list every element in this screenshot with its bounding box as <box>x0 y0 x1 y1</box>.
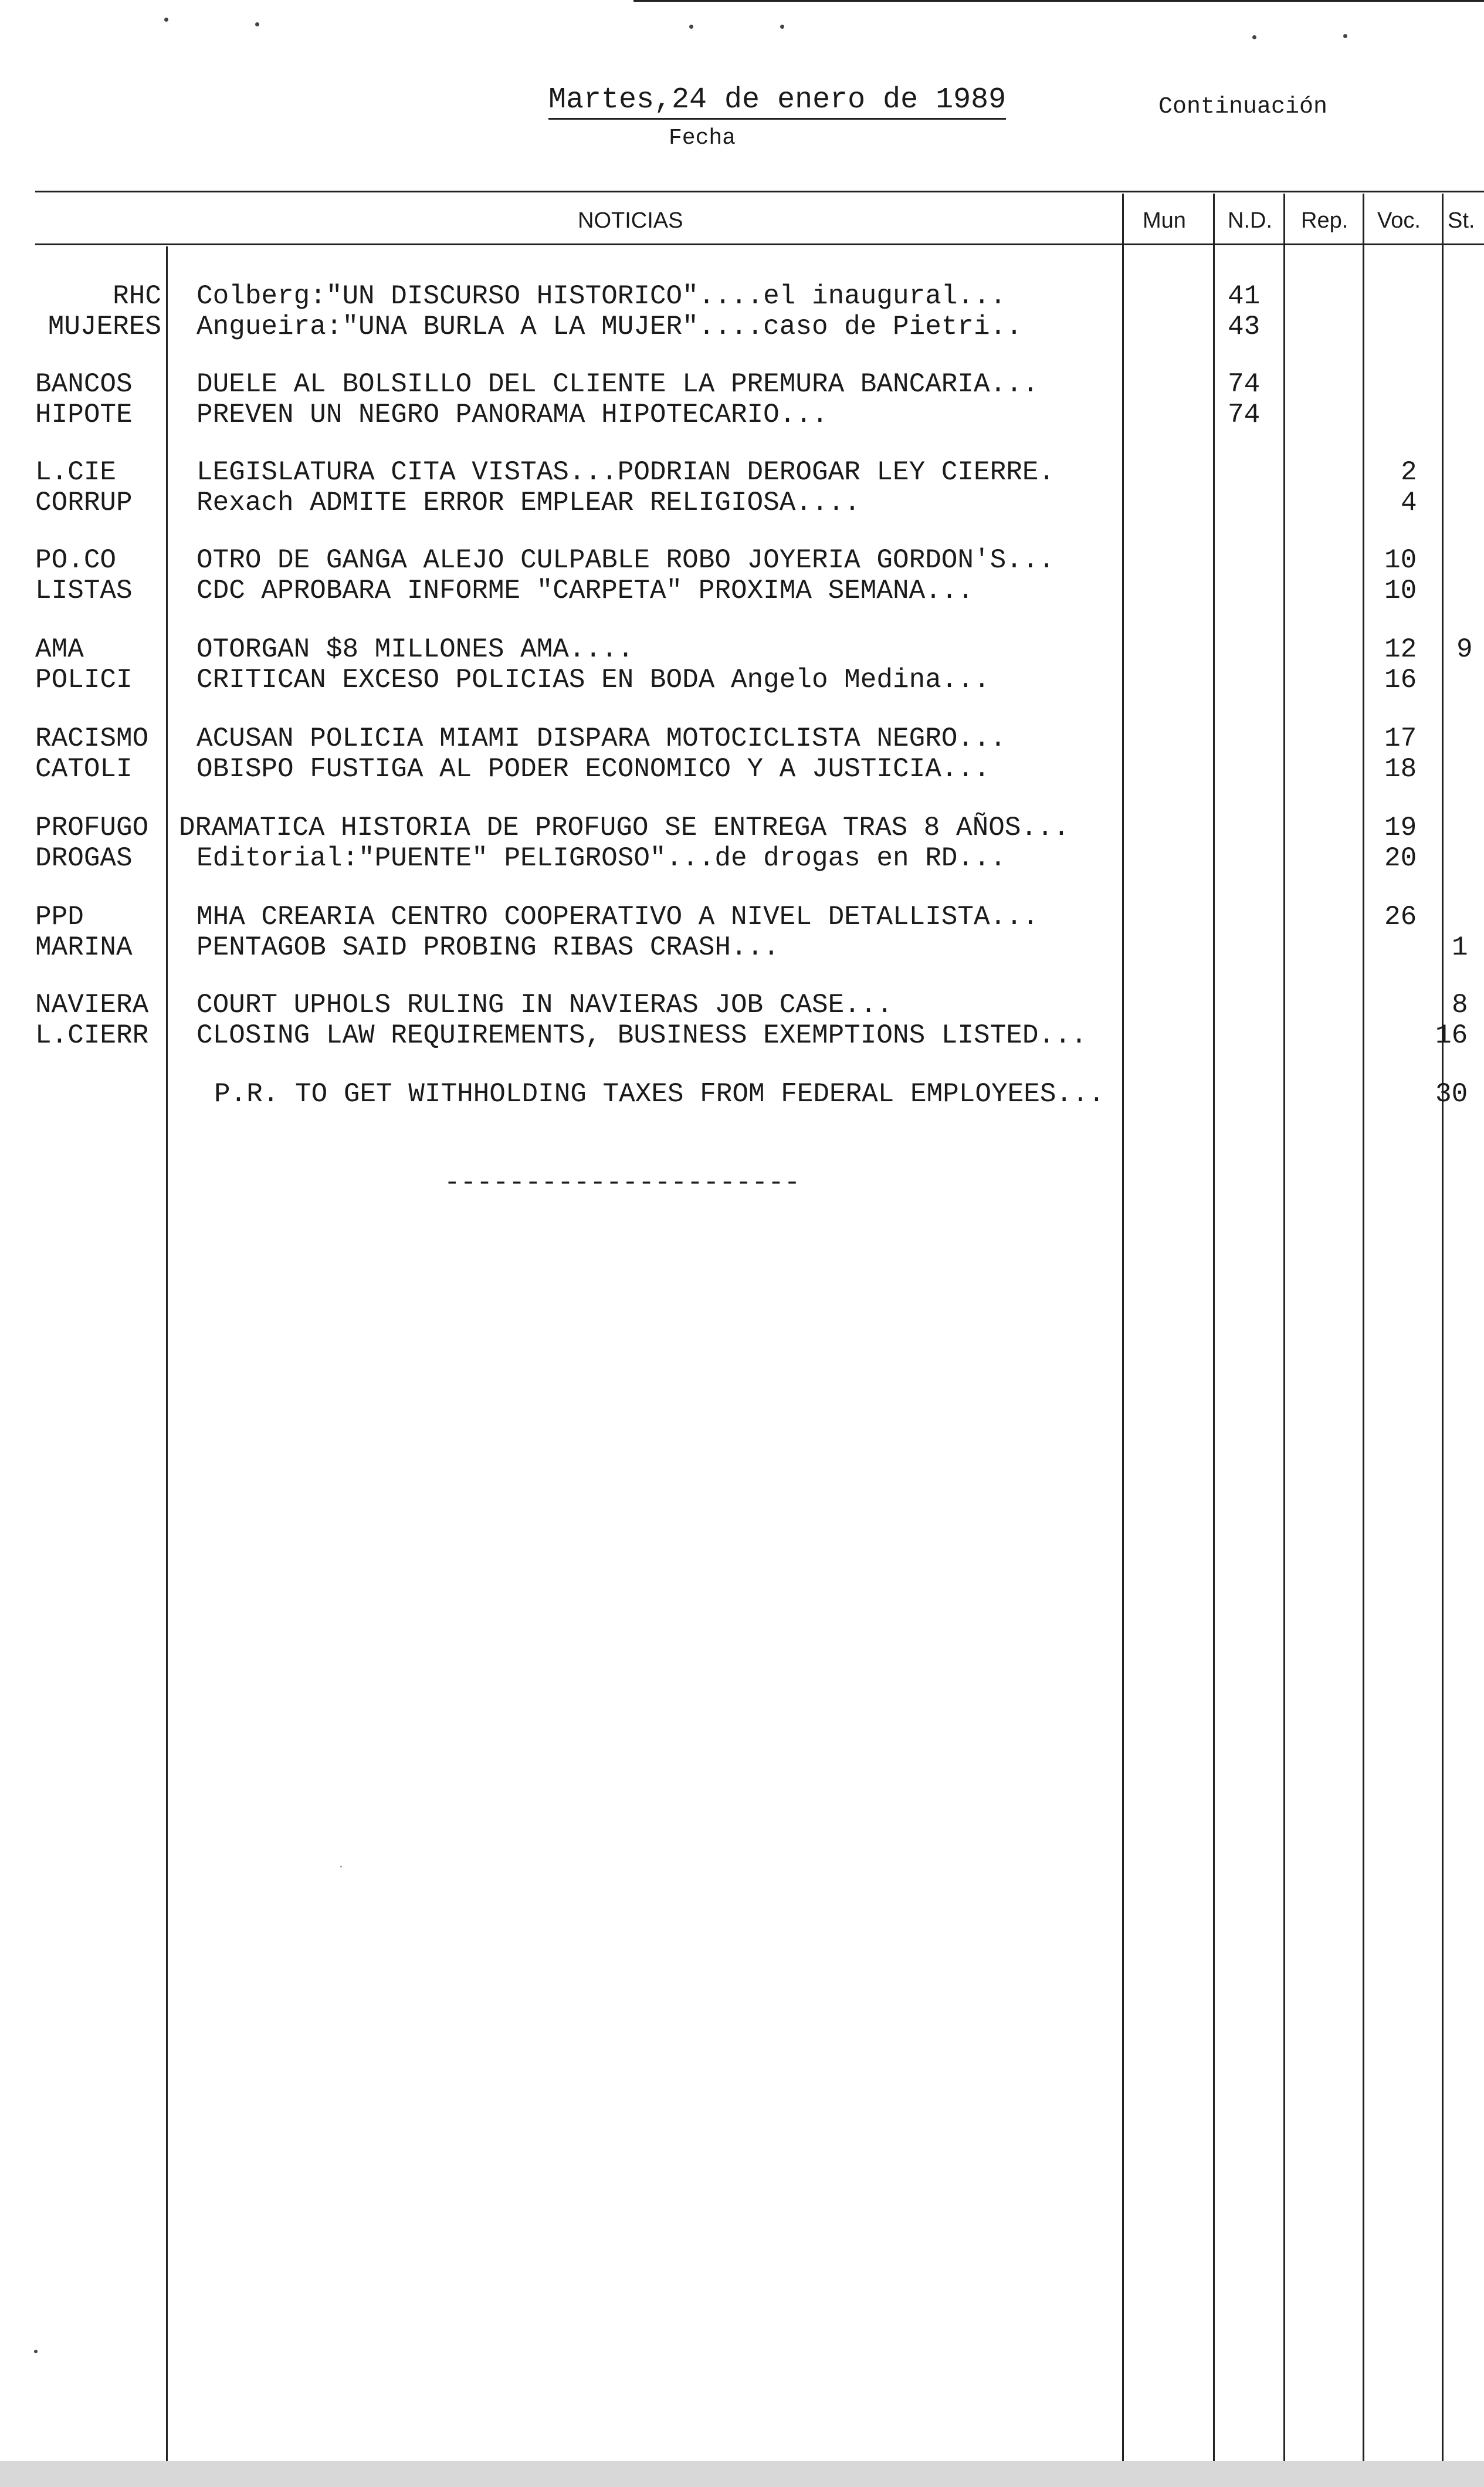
row-headline: CRITICAN EXCESO POLICIAS EN BODA Angelo Medina... <box>196 665 990 695</box>
row-voc: 10 <box>1384 576 1417 606</box>
column-header-noticias: NOTICIAS <box>578 208 683 233</box>
row-headline: DUELE AL BOLSILLO DEL CLIENTE LA PREMURA BANCARIA... <box>196 369 1039 400</box>
row-voc: 26 <box>1384 902 1417 932</box>
column-header-st: St. <box>1448 208 1475 233</box>
row-headline: OBISPO FUSTIGA AL PODER ECONOMICO Y A JUSTICIA... <box>196 754 990 784</box>
column-divider-st <box>1442 194 1444 2479</box>
row-headline: Editorial:"PUENTE" PELIGROSO"...de drogas en RD... <box>196 843 1007 874</box>
header-date <box>548 83 1006 117</box>
row-tag: RACISMO <box>35 723 149 754</box>
column-header-rep: Rep. <box>1301 208 1349 233</box>
row-headline: Colberg:"UN DISCURSO HISTORICO"....el inaugural... <box>196 281 1007 312</box>
column-divider-mun <box>1122 194 1124 2479</box>
scan-speck <box>340 1866 342 1867</box>
separator-line: ---------------------- <box>444 1168 801 1198</box>
row-nd: 74 <box>1228 369 1261 400</box>
column-divider-voc <box>1363 194 1364 2479</box>
row-nd: 43 <box>1228 312 1261 342</box>
table-top-rule <box>35 191 1484 192</box>
column-header-nd: N.D. <box>1228 208 1272 233</box>
row-headline: LEGISLATURA CITA VISTAS...PODRIAN DEROGAR LEY CIERRE. <box>196 457 1055 488</box>
row-headline: COURT UPHOLS RULING IN NAVIERAS JOB CASE... <box>196 990 893 1020</box>
row-headline: OTORGAN $8 MILLONES AMA.... <box>196 634 634 665</box>
scan-speck <box>164 18 168 22</box>
row-tag: AMA <box>35 634 84 665</box>
row-headline: MHA CREARIA CENTRO COOPERATIVO A NIVEL DETALLISTA... <box>196 902 1039 932</box>
row-headline: PENTAGOB SAID PROBING RIBAS CRASH... <box>196 932 780 963</box>
row-st: 1 <box>1452 932 1468 963</box>
row-headline: PREVEN UN NEGRO PANORAMA HIPOTECARIO... <box>196 400 828 430</box>
row-voc: 4 <box>1401 488 1417 518</box>
row-st: 30 <box>1435 1079 1468 1109</box>
row-tag: MUJERES <box>48 312 161 342</box>
row-nd: 41 <box>1228 281 1261 312</box>
row-tag: L.CIERR <box>35 1020 149 1051</box>
row-voc: 17 <box>1384 723 1417 754</box>
column-divider-tags <box>166 246 168 2479</box>
column-header-mun: Mun <box>1143 208 1186 233</box>
scan-speck <box>34 2350 38 2353</box>
row-tag: PROFUGO <box>35 813 149 843</box>
row-nd: 74 <box>1228 400 1261 430</box>
row-headline: ACUSAN POLICIA MIAMI DISPARA MOTOCICLISTA NEGRO... <box>196 723 1007 754</box>
scan-speck <box>689 25 693 29</box>
row-headline: Angueira:"UNA BURLA A LA MUJER"....caso de Pietri.. <box>196 312 1022 342</box>
row-tag: NAVIERA <box>35 990 149 1020</box>
row-tag: L.CIE <box>35 457 117 488</box>
row-tag: PPD <box>35 902 84 932</box>
header-continuation: Continuación <box>1158 94 1328 120</box>
scan-speck <box>1343 34 1347 38</box>
scan-speck <box>1252 35 1256 39</box>
row-tag: PO.CO <box>35 545 117 576</box>
scan-speck <box>780 25 784 29</box>
scan-speck <box>255 22 259 26</box>
column-divider-nd <box>1213 194 1215 2479</box>
row-st: 8 <box>1452 990 1468 1020</box>
scan-bottom-shadow <box>0 2461 1484 2487</box>
row-headline: CLOSING LAW REQUIREMENTS, BUSINESS EXEMPTIONS LISTED... <box>196 1020 1087 1051</box>
row-voc: 16 <box>1384 665 1417 695</box>
row-voc: 18 <box>1384 754 1417 784</box>
row-tag: RHC <box>113 281 161 312</box>
row-tag: CORRUP <box>35 488 133 518</box>
row-voc: 12 <box>1384 634 1417 665</box>
row-headline: Rexach ADMITE ERROR EMPLEAR RELIGIOSA.... <box>196 488 860 518</box>
row-tag: MARINA <box>35 932 133 963</box>
column-header-voc: Voc. <box>1377 208 1421 233</box>
row-voc: 20 <box>1384 843 1417 874</box>
header-date-caption: Fecha <box>669 126 736 151</box>
row-voc: 10 <box>1384 545 1417 576</box>
row-st: 16 <box>1435 1020 1468 1051</box>
table-header-rule <box>35 243 1484 245</box>
row-tag: HIPOTE <box>35 400 133 430</box>
row-tag: POLICI <box>35 665 133 695</box>
row-headline: OTRO DE GANGA ALEJO CULPABLE ROBO JOYERIA GORDON'S... <box>196 545 1055 576</box>
row-tag: CATOLI <box>35 754 133 784</box>
row-voc: 2 <box>1401 457 1417 488</box>
row-headline: CDC APROBARA INFORME "CARPETA" PROXIMA SEMANA... <box>196 576 974 606</box>
row-tag: DROGAS <box>35 843 133 874</box>
row-headline: DRAMATICA HISTORIA DE PROFUGO SE ENTREGA TRAS 8 AÑOS... <box>179 813 1070 843</box>
header-date-text: Martes,24 de enero de 1989 <box>548 83 1006 120</box>
row-st: 9 <box>1456 634 1473 665</box>
row-tag: BANCOS <box>35 369 133 400</box>
row-tag: LISTAS <box>35 576 133 606</box>
column-divider-rep <box>1283 194 1285 2479</box>
row-voc: 19 <box>1384 813 1417 843</box>
row-headline: P.R. TO GET WITHHOLDING TAXES FROM FEDERAL EMPLOYEES... <box>214 1079 1105 1109</box>
top-edge-line <box>633 0 1484 2</box>
